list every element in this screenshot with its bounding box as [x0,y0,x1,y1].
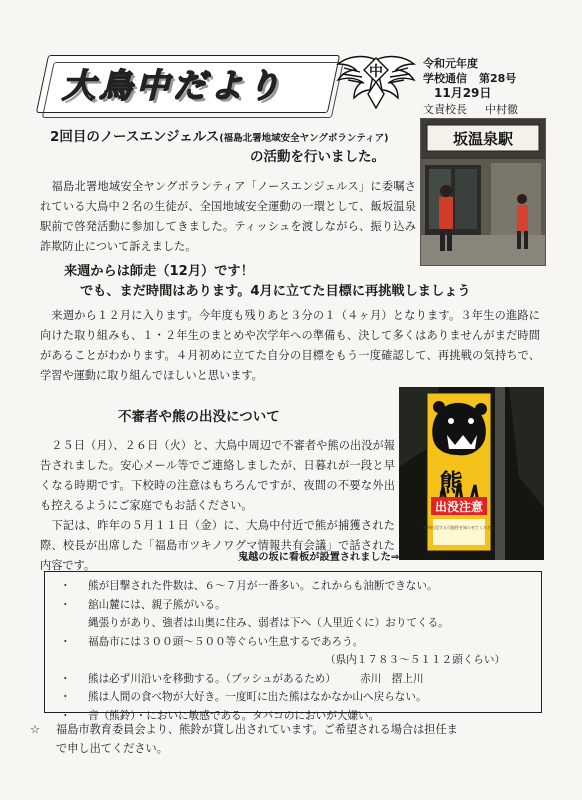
article2-body: 来週から１２月に入ります。今年度も残りあと３分の１（４ヶ月）となります。３年生の進路に向けた取り組みも、１・２年生のまとめや次学年への準備も、決して多くはありませんがまだ時間があることがわかります。４月初めに立てた自分の目標をもう一度確認して、再挑戦の気持ちで、学習や運動に取り組んでほしいと思います。 [40,309,540,382]
list-item-continuation: 縄張りがあり、強者は山奥に住み、弱者は下へ（人里近くに）おりてくる。 [88,617,449,629]
bear-sign-sub-text: 出没注意 [434,500,484,514]
author-line [423,102,518,117]
author-name: 中村徹 [485,103,518,116]
article1-heading-line1: 2回目のノースエンジェルス [50,129,220,145]
list-item: ・ 熊は人間の食べ物が大好き。一度町に出た熊はなかなか山へ戻らない。 [60,691,427,703]
list-item: ・ 音（熊鈴）・においに敏感である。タバコのにおいが大嫌い。 [60,709,380,722]
article1-heading [50,128,410,167]
issue-date: 11月29日 [434,86,492,100]
article1-heading-line2: の活動を行いました。 [250,149,385,165]
bear-facts-list [60,577,530,725]
list-item: ・ 熊が目撃された件数は、６～７月が一番多い。これからも油断できない。 [60,580,438,592]
school-emblem-icon [336,50,416,114]
list-item: ・ 福島市には３００頭～５００等ぐらい生息するであろう。 [60,635,364,648]
station-sign-text: 坂温泉駅 [452,130,514,148]
newsletter-title: 大鳥中だより [62,66,284,105]
article1-heading-note: (福島北署地域安全ヤングボランティア) [219,133,389,144]
article2-heading [64,262,524,302]
star-icon: ☆ [30,723,41,736]
issue-line [423,71,516,86]
bear-sign-caption: 鬼越の坂に看板が設置されました⇒ [238,552,400,563]
article2-heading-line2: でも、まだ時間はあります。4月に立てた目標に再挑戦しましょう [80,284,471,299]
author-role: 文責校長 [423,103,467,116]
article3-heading: 不審者や熊の出没について [118,409,280,425]
list-item: ・ 熊は必ず川沿いを移動する。（ブッシュがあるため） 赤川 摺上川 [60,672,424,685]
list-item: ・ 舘山麓には、親子熊がいる。 [60,598,226,611]
emblem-character: 中 [369,64,383,80]
bear-warning-sign-photo [399,387,544,560]
issue-number: 第28号 [479,72,517,85]
station-photo [420,118,546,266]
notice-line1: 福島市教育委員会より、熊鈴が貸し出されています。ご希望される場合は担任ま [56,723,458,736]
bear-sign-main-text: 熊 [439,468,463,497]
article1-body: 福島北署地域安全ヤングボランティア「ノースエンジェルス」に委嘱されている大鳥中２名の生徒が、全国地域安全運動の一環として、飯坂温泉駅前で啓発活動に参加してきました。ティッシュを渡しながら、振り込み詐欺防止について訴えました。 [40,180,416,253]
bear-sign-small-text: 熊が出没する可能性を知らせてください [423,525,495,530]
article3-body-para1: ２５日（月）、２６日（火）と、大鳥中周辺で不審者や熊の出没が報告されました。安心メール等でご連絡しましたが、日暮れが一段と早くなる時期です。下校時の注意はもちろんですが、夜間の不要な外出も控えるようにご家庭でもお話ください。 [40,439,395,512]
bulletin-label: 学校通信 [423,72,467,85]
bear-bell-notice [30,720,540,758]
list-item-continuation: （県内１７８３～５１１２頭くらい） [325,654,506,666]
article2-heading-line1: 来週からは師走（12月）です！ [64,264,254,279]
notice-line2: で申し出てください。 [56,742,168,755]
article3-body-para2: 下記は、昨年の５月１１日（金）に、大鳥中付近で熊が捕獲された際、校長が出席した「福島市ツキノワグマ情報共有会議」で話された内容です。 [40,519,395,572]
fiscal-year: 令和元年度 [423,57,478,70]
